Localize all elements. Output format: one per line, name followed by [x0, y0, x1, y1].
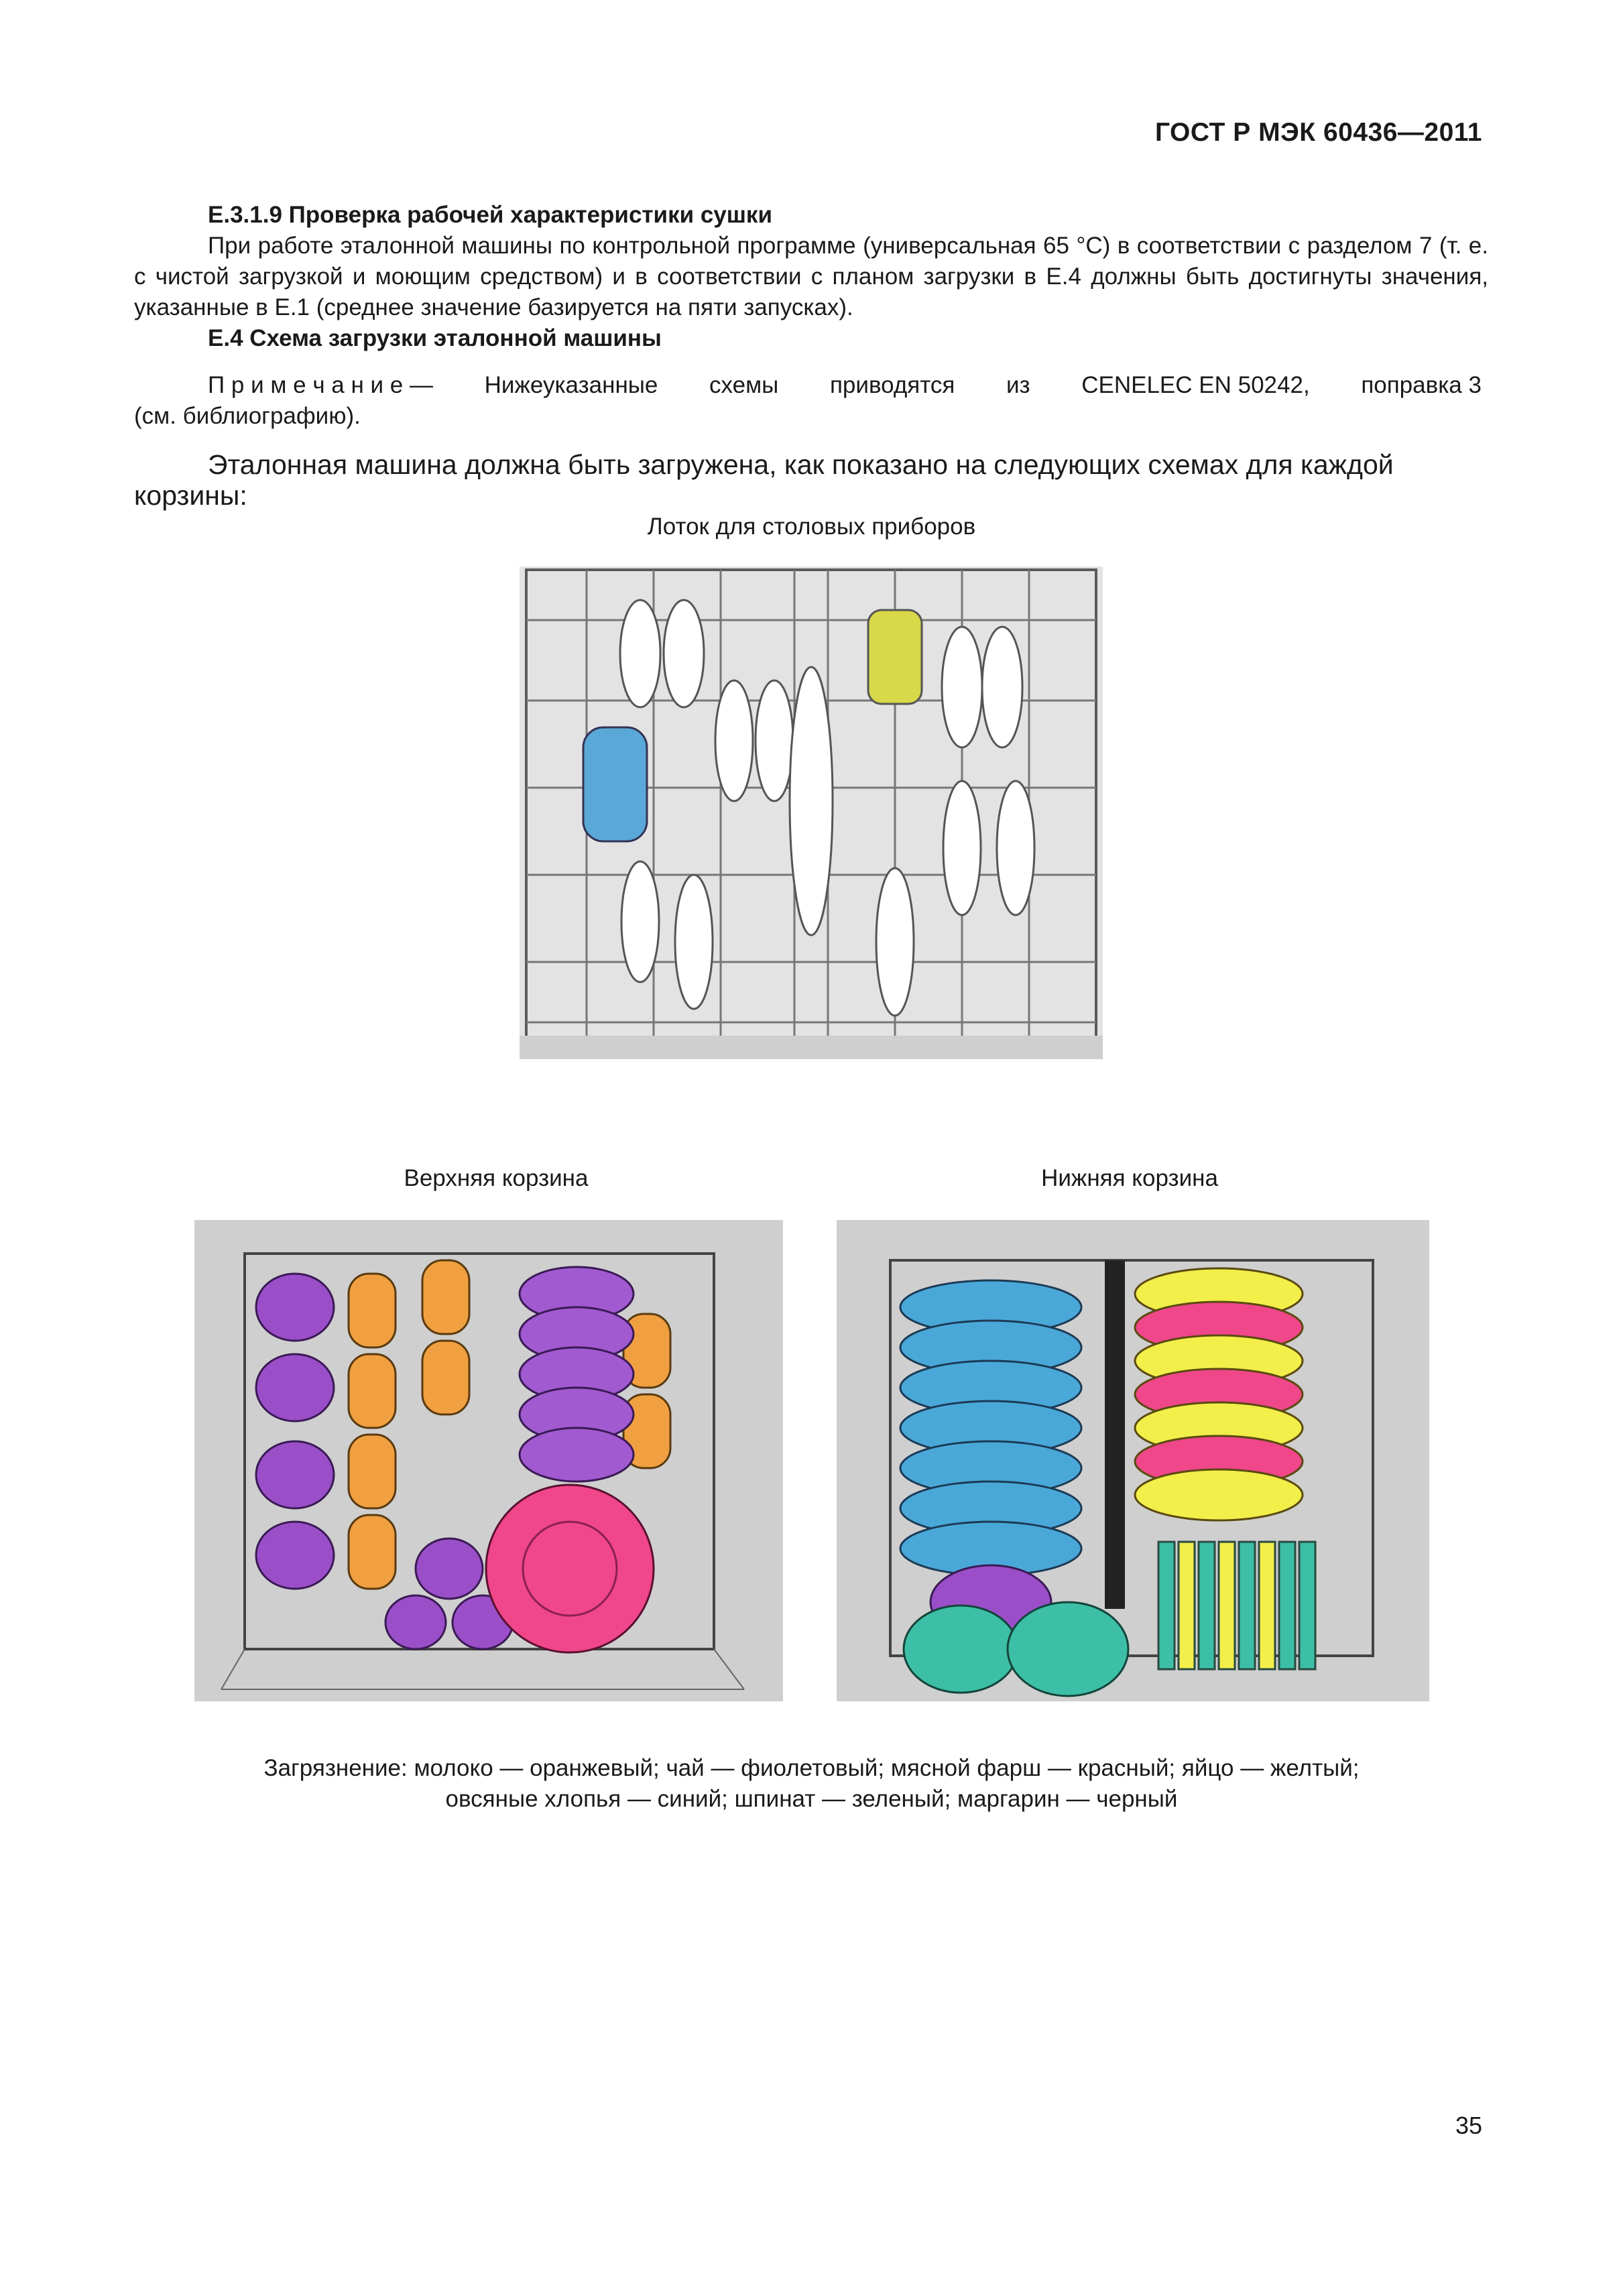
note-word: схемы	[709, 372, 779, 398]
section-e4-title: E.4 Схема загрузки эталонной машины	[208, 325, 662, 351]
note-label: П р и м е ч а н и е —	[208, 372, 433, 398]
upper-basket-caption: Верхняя корзина	[404, 1165, 589, 1191]
cutlery-tray-image	[520, 566, 1103, 1059]
lower-basket-image	[837, 1220, 1429, 1701]
soiling-legend-line2: овсяные хлопья — синий; шпинат — зеленый; маргарин — черный	[445, 1786, 1178, 1812]
page-number: 35	[1455, 2112, 1482, 2139]
upper-basket-image	[194, 1220, 783, 1701]
note-word: CENELEC EN 50242,	[1081, 372, 1310, 398]
note-tail: (см. библиографию).	[134, 403, 361, 429]
section-e319-text: При работе эталонной машины по контрольной программе (универсальная 65 °С) в соответствии с разделом 7 (т. е. с чистой загрузкой и моющим средством) и в соответствии с планом загрузки в E.4 должны быть достигнуты значения, указанные в E.1 (среднее значение базируется на пяти запусках).	[134, 233, 1488, 320]
lower-basket-caption: Нижняя корзина	[1041, 1165, 1218, 1191]
section-e319-title: E.3.1.9 Проверка рабочей характеристики сушки	[208, 202, 772, 228]
soiling-legend-line1: Загрязнение: молоко — оранжевый; чай — фиолетовый; мясной фарш — красный; яйцо — желтый;	[263, 1755, 1360, 1781]
note-word: из	[1006, 372, 1030, 398]
note	[208, 370, 1482, 401]
main-statement: Эталонная машина должна быть загружена, как показано на следующих схемах для каждой корзины:	[134, 449, 1394, 511]
note-word: поправка 3	[1361, 372, 1482, 398]
standard-header: ГОСТ Р МЭК 60436—2011	[1154, 118, 1482, 147]
note-word: приводятся	[829, 372, 955, 398]
cutlery-tray-caption: Лоток для столовых приборов	[647, 513, 976, 540]
note-first-line	[208, 370, 1482, 401]
note-word: Нижеуказанные	[484, 372, 658, 398]
